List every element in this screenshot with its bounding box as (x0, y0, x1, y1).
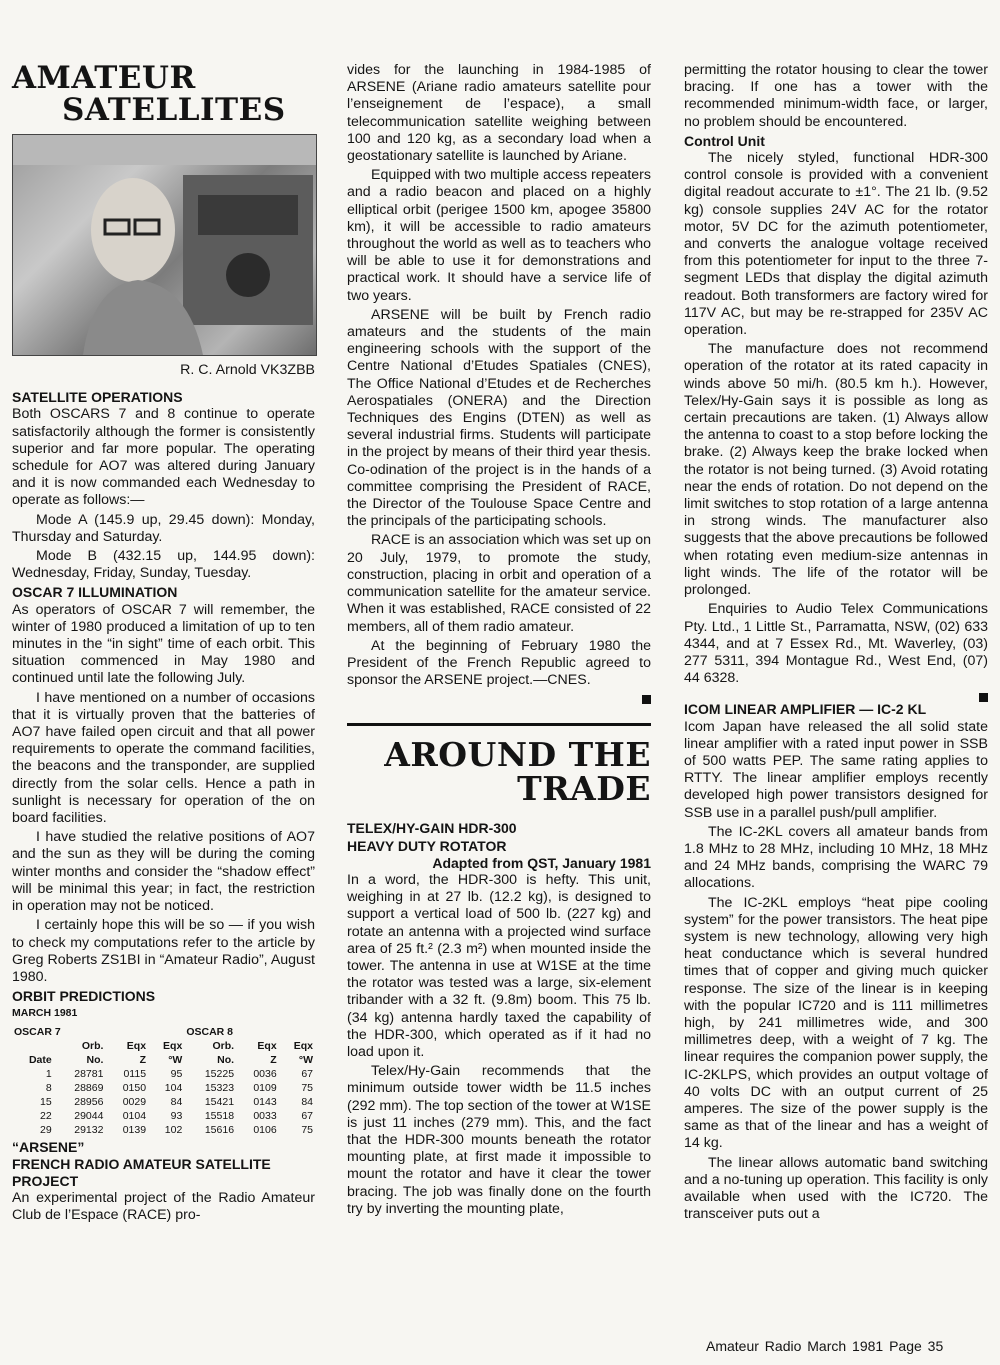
table-row: 15 28956 0029 84 15421 0143 84 (40, 1095, 313, 1108)
paragraph: ARSENE will be built by French radio amateurs and the students of the main engineering schools with the support of the Centre National d’Etudes Spatiales (CNES), The Office National d’Etudes et de Recherches Aerospatiales (ONERA) and the Direction Techniques des Engins (DTEN) as well as several industrial firms. Students will participate in the project by means of their third year thesis. Co-odination of the project is in the hands of a committee comprising the President of RACE, the Director of the Toulouse Space Centre and the principals of the participating schools. (347, 306, 651, 530)
paragraph: Mode A (145.9 up, 29.45 down): Monday, Thursday and Saturday. (12, 511, 315, 545)
page-footer: Amateur Radio March 1981 Page 35 (706, 1338, 944, 1354)
paragraph: RACE is an association which was set up on 20 July, 1979, to promote the study, construction, placing in orbit and operation of a communication satellite for the amateur service. When it was established, RACE consisted of 22 members, all of them radio amateur. (347, 532, 651, 635)
table-row: 8 28869 0150 104 15323 0109 75 (45, 1081, 313, 1094)
oscar7-label: OSCAR 7 (14, 1025, 61, 1038)
paragraph: Both OSCARS 7 and 8 continue to operate satisfactorily although the former is consistently superior and far more popular. The operating schedule for AO7 was altered during January and it is now commanded each Wednesday to operate as follows:— (12, 406, 315, 509)
table-row: 29 29132 0139 102 15616 0106 75 (40, 1123, 313, 1136)
heading-control-unit: Control Unit (684, 132, 765, 149)
end-mark-icon (642, 695, 651, 704)
section-title-line1: AROUND THE (384, 735, 651, 775)
paragraph: I have mentioned on a number of occasions that it is virtually proven that the batteries of AO7 have failed open circuit and that all power requirements to operate the command facilities, the beacons and the transponder, are supplied directly from the solar cells. Hence a path in sunlight is necessary for operation of the on board facilities. (12, 689, 315, 827)
table-row: 22 29044 0104 93 15518 0033 67 (40, 1109, 313, 1122)
article-title-line1: AMATEUR (12, 60, 196, 96)
author-photo (12, 134, 317, 356)
heading-oscar7-illumination: OSCAR 7 ILLUMINATION (12, 584, 178, 601)
table-header-row: Orb. Eqx Eqx Orb. Eqx Eqx (81, 1039, 313, 1052)
paragraph: vides for the launching in 1984-1985 of ARSENE (Ariane radio amateurs satellite pour l’enseignement de l’espace), a small telecommunication satellite weighing between 100 and 120 kg, as a secondary load when a geostationary satellite is launched by Ariane. (347, 62, 651, 165)
table-header-row: Date No. Z °W No. Z °W (28, 1053, 313, 1066)
orbit-month: MARCH 1981 (12, 1007, 78, 1020)
paragraph: Enquiries to Audio Telex Communications Pty. Ltd., 1 Little St., Parramatta, NSW, (02) 633 4344, and at 7 Essex Rd., Mt. Waverley, (03) 277 5311, 394 Montague Rd., West End, (07) 44 6328. (684, 601, 988, 687)
heading-telex: TELEX/HY-GAIN HDR-300 (347, 820, 517, 837)
paragraph: The nicely styled, functional HDR-300 control console is provided with a convenient digital readout accurate to ±1°. The 21 lb. (9.52 kg) console supplies 24V AC for the rotator motor, 5V DC for the azimuth potentiometer, and converts the analogue voltage received from this potentiometer for input to the three 7-segment LEDs that display the digital azimuth readout. Both transformers are factory wired for 117V AC, but may be re-strapped for 235V AC operation. (684, 150, 988, 339)
paragraph: I certainly hope this will be so — if you wish to check my computations refer to the article by Greg Roberts ZS1BI in “Amateur Radio”, August 1980. (12, 917, 315, 985)
paragraph: Equipped with two multiple access repeaters and a radio beacon and placed on a highly elliptical orbit (perigee 1500 km, apogee 35800 km), it will be accessible to radio amateurs throughout the world as well as to teachers who will be able to use it for demonstrations and practical work. It should have a service life of two years. (347, 167, 651, 304)
orbit-table (12, 1025, 315, 1137)
paragraph: As operators of OSCAR 7 will remember, the winter of 1980 produced a limitation of up to ten minutes in the “in sight” time of each orbit. This situation commenced in May 1980 and continued until late the following July. (12, 601, 315, 687)
heading-arsene: “ARSENE” (12, 1138, 85, 1155)
section-title-line2: TRADE (517, 769, 651, 809)
end-mark-icon (979, 693, 988, 702)
paragraph: The IC-2KL employs “heat pipe cooling system” for the power transistors. The heat pipe system is new technology, allowing very high heat conductance which is several hundred times that of copper and giving much quicker response. The size of the linear is in keeping with the popular IC720 and is 111 millimetres high, by 241 millimetres wide, and 300 millimetres deep, with a weight of 7 kg. The linear requires the companion power supply, the IC-2KLPS, which provides an output voltage of 40 volts DC with an output current of 25 amperes. The size of the power supply is the same as that of the linear and has a weight of 14 kg. (684, 894, 988, 1152)
paragraph: The manufacture does not recommend operation of the rotator at its rated capacity in winds above 50 mi/h. (80.5 km h.). However, Telex/Hy-Gain says it is possible as long as certain precautions are taken. (1) Always allow the antenna to coast to a stop before locking the brake. (2) Always keep the brake locked when the rotator is not being turned. (3) Avoid rotating near the ends of rotation. Do not depend on the limit switches to stop rotation of a large antenna in strong winds. The manufacturer also suggests that the above precautions be followed when rotating even medium-size antennas in light winds. The life of the rotator will be prolonged. (684, 341, 988, 599)
source-credit: Adapted from QST, January 1981 (432, 854, 651, 871)
paragraph: I have studied the relative positions of AO7 and the sun as they will be during the coming winter months and consider the “shadow effect” will be minimal this year; in fact, the restriction in operation may not be noticed. (12, 829, 315, 915)
paragraph: The linear allows automatic band switching and a no-tuning up operation. This facility is only available when used with the IC720. The transceiver puts out a (684, 1154, 988, 1223)
paragraph: Icom Japan have released the all solid state linear amplifier with a rated input power in SSB of 500 watts PEP. The same rating applies to RTTY. The linear amplifier employs recently developed high power transistors designed for SSB use in a parallel push/pull amplifier. (684, 718, 988, 821)
paragraph: An experimental project of the Radio Amateur Club de l’Espace (RACE) pro- (12, 1190, 315, 1224)
column-1 (12, 62, 315, 1227)
heading-icom: ICOM LINEAR AMPLIFIER — IC-2 KL (684, 701, 927, 718)
paragraph: permitting the rotator housing to clear the tower bracing. If one has a tower with the recommended minimum-width face, or larger, no problem should be encountered. (684, 62, 988, 130)
oscar8-label: OSCAR 8 (186, 1025, 233, 1038)
article-title-line2: SATELLITES (62, 92, 286, 128)
section-divider (347, 723, 651, 726)
table-row: 1 28781 0115 95 15225 0036 67 (45, 1067, 313, 1080)
heading-arsene-sub: FRENCH RADIO AMATEUR SATELLITE PROJECT (12, 1155, 271, 1189)
paragraph: Telex/Hy-Gain recommends that the minimum outside tower width be 11.5 inches (292 mm). The top section of the tower at W1SE is just 11 inches (279 mm). This, and the fact that the HDR-300 mounts beneath the rotator mounting plate, at first made it impossible to mount the rotator and have it clear the tower bracing. The job was finally done on the fourth try by inverting the mounting plate, (347, 1063, 651, 1217)
paragraph: Mode B (432.15 up, 144.95 down): Wednesday, Friday, Sunday, Tuesday. (12, 548, 315, 582)
heading-telex-sub: HEAVY DUTY ROTATOR (347, 837, 507, 854)
photo-caption: R. C. Arnold VK3ZBB (180, 362, 315, 378)
paragraph: In a word, the HDR-300 is hefty. This unit, weighing in at 27 lb. (12.2 kg), is designed to support a vertical load of 500 lb. (227 kg) and rotate an antenna with a projected wind surface area of 25 ft.² (2.3 m²) when mounted inside the tower. The antenna in use at W1SE at the time the rotator was tested was a large, six-element tribander with a 32 ft. (9.8m) boom. This 75 lb. (34 kg) antenna hardly taxed the capability of the HDR-300, which operated as if it had no load upon it. (347, 871, 651, 1060)
heading-satellite-operations: SATELLITE OPERATIONS (12, 389, 183, 406)
heading-orbit-predictions: ORBIT PREDICTIONS (12, 988, 156, 1005)
column-2 (347, 62, 651, 1220)
paragraph: At the beginning of February 1980 the President of the French Republic agreed to sponsor the ARSENE project.—CNES. (347, 637, 651, 689)
paragraph: The IC-2KL covers all amateur bands from 1.8 MHz to 28 MHz, including 10 MHz, 18 MHz and 24 MHz bands, comprising the WARC 79 allocations. (684, 823, 988, 892)
column-3 (684, 62, 988, 1225)
